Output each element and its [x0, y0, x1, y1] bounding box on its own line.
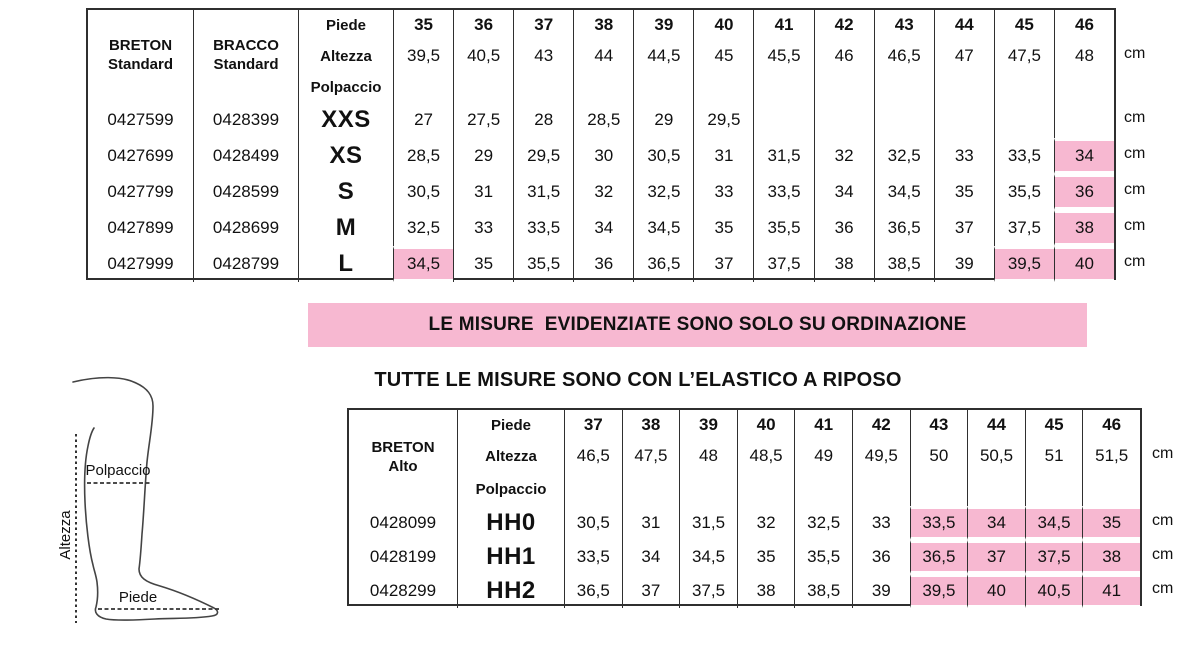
size-value: 35,5 — [994, 174, 1054, 210]
size-label: S — [298, 174, 393, 210]
size-value: 33,5 — [513, 210, 573, 246]
size-header: 39 — [679, 410, 737, 440]
article-code: 0427999 — [107, 254, 174, 273]
size-value: 39 — [934, 246, 994, 282]
size-value: 36 — [573, 246, 633, 282]
size-value: 34 — [622, 540, 680, 574]
spacer-cell — [1054, 72, 1114, 102]
article-code: 0427799 — [107, 182, 174, 201]
size-header: 41 — [753, 10, 813, 40]
size-value: 38 — [814, 246, 874, 282]
altezza-value: 50,5 — [967, 440, 1025, 472]
size-value-highlighted: 34,5 — [393, 246, 453, 282]
breton-standard-size-table — [86, 8, 1116, 280]
spacer-cell — [794, 472, 852, 506]
size-value: 32,5 — [794, 506, 852, 540]
measure-label: Altezza — [457, 440, 564, 472]
brand-bracco-standard-text: BRACCO — [213, 37, 279, 55]
altezza-value: 40,5 — [453, 40, 513, 72]
altezza-value: 46,5 — [874, 40, 934, 72]
size-header: 44 — [934, 10, 994, 40]
spacer-cell — [753, 72, 813, 102]
size-value-highlighted: 36 — [1054, 174, 1114, 210]
size-header: 44 — [967, 410, 1025, 440]
size-value: 35 — [934, 174, 994, 210]
size-value — [753, 102, 813, 138]
measure-label: Polpaccio — [298, 72, 393, 102]
size-value-highlighted: 41 — [1082, 574, 1140, 608]
size-value: 38,5 — [874, 246, 934, 282]
unit-label: cm — [1124, 109, 1146, 126]
brand-bracco-standard-text: Standard — [213, 56, 279, 73]
size-header: 37 — [564, 410, 622, 440]
altezza-value: 46 — [814, 40, 874, 72]
unit-label: cm — [1124, 181, 1146, 198]
brand-breton-standard-text: BRETON — [108, 37, 173, 55]
size-value: 32 — [814, 138, 874, 174]
size-header: 35 — [393, 10, 453, 40]
brand-breton-standard — [88, 10, 193, 102]
unit-label: cm — [1124, 253, 1146, 270]
size-value — [934, 102, 994, 138]
size-value: 34,5 — [679, 540, 737, 574]
size-value: 35 — [737, 540, 795, 574]
size-label: HH1 — [457, 540, 564, 574]
size-value: 28,5 — [393, 138, 453, 174]
spacer-cell — [814, 72, 874, 102]
altezza-value: 39,5 — [393, 40, 453, 72]
size-value: 31 — [693, 138, 753, 174]
size-value: 32,5 — [874, 138, 934, 174]
size-value: 38 — [737, 574, 795, 608]
size-header: 45 — [1025, 410, 1083, 440]
unit-label: cm — [1124, 217, 1146, 234]
size-value: 31,5 — [679, 506, 737, 540]
spacer-cell — [852, 472, 910, 506]
measure-label: Piede — [457, 410, 564, 440]
size-value: 31 — [453, 174, 513, 210]
size-value: 29 — [453, 138, 513, 174]
size-value: 30 — [573, 138, 633, 174]
size-label: HH0 — [457, 506, 564, 540]
article-code: 0427899 — [107, 218, 174, 237]
altezza-value: 45 — [693, 40, 753, 72]
size-value-highlighted: 37,5 — [1025, 540, 1083, 574]
size-value: 29 — [633, 102, 693, 138]
altezza-value: 49,5 — [852, 440, 910, 472]
unit-label: cm — [1124, 45, 1146, 62]
size-value: 34,5 — [874, 174, 934, 210]
size-header: 42 — [814, 10, 874, 40]
size-value: 37 — [693, 246, 753, 282]
size-header: 40 — [737, 410, 795, 440]
spacer-cell — [564, 472, 622, 506]
size-value: 28,5 — [573, 102, 633, 138]
altezza-value: 47,5 — [994, 40, 1054, 72]
size-header: 46 — [1082, 410, 1140, 440]
size-value: 31,5 — [513, 174, 573, 210]
unit-label: cm — [1124, 145, 1146, 162]
size-header: 43 — [910, 410, 968, 440]
article-code: 0428699 — [193, 210, 298, 246]
article-code: 0428599 — [193, 174, 298, 210]
size-header: 42 — [852, 410, 910, 440]
size-value: 29,5 — [513, 138, 573, 174]
leg-outline — [73, 378, 218, 621]
altezza-value: 45,5 — [753, 40, 813, 72]
altezza-value: 50 — [910, 440, 968, 472]
size-value: 28 — [513, 102, 573, 138]
article-code: 0428099 — [369, 513, 437, 532]
altezza-value: 51 — [1025, 440, 1083, 472]
size-value: 33 — [934, 138, 994, 174]
size-value: 36 — [814, 210, 874, 246]
size-value: 30,5 — [393, 174, 453, 210]
size-value-highlighted: 40 — [1054, 246, 1114, 282]
size-value: 37 — [622, 574, 680, 608]
size-value: 36,5 — [564, 574, 622, 608]
size-value-highlighted: 39,5 — [910, 574, 968, 608]
measure-label: Piede — [298, 10, 393, 40]
unit-label: cm — [1152, 580, 1174, 597]
size-value — [814, 102, 874, 138]
measure-label: Altezza — [298, 40, 393, 72]
size-value: 35,5 — [513, 246, 573, 282]
size-value: 30,5 — [564, 506, 622, 540]
size-value: 27 — [393, 102, 453, 138]
size-value-highlighted: 38 — [1054, 210, 1114, 246]
size-value — [994, 102, 1054, 138]
size-value: 33 — [453, 210, 513, 246]
size-value: 37,5 — [753, 246, 813, 282]
spacer-cell — [453, 72, 513, 102]
size-value: 31 — [622, 506, 680, 540]
size-value: 31,5 — [753, 138, 813, 174]
size-value-highlighted: 34 — [1054, 138, 1114, 174]
altezza-value: 43 — [513, 40, 573, 72]
size-header: 37 — [513, 10, 573, 40]
size-value: 35,5 — [794, 540, 852, 574]
brand-breton-standard-text: Standard — [107, 56, 173, 73]
breton-alto-size-table — [347, 408, 1142, 606]
brand-breton-alto-text: Alto — [388, 458, 418, 475]
spacer-cell — [679, 472, 737, 506]
article-code: 0427599 — [107, 110, 174, 129]
spacer-cell — [1025, 472, 1083, 506]
size-value — [1054, 102, 1114, 138]
size-value: 32 — [737, 506, 795, 540]
size-value: 37 — [934, 210, 994, 246]
unit-label: cm — [1152, 445, 1174, 462]
size-value: 27,5 — [453, 102, 513, 138]
spacer-cell — [994, 72, 1054, 102]
size-header: 38 — [573, 10, 633, 40]
size-value-highlighted: 34,5 — [1025, 506, 1083, 540]
size-value: 33,5 — [564, 540, 622, 574]
size-header: 38 — [622, 410, 680, 440]
size-header: 39 — [633, 10, 693, 40]
spacer-cell — [393, 72, 453, 102]
spacer-cell — [1082, 472, 1140, 506]
size-value: 32 — [573, 174, 633, 210]
size-value-highlighted: 38 — [1082, 540, 1140, 574]
spacer-cell — [573, 72, 633, 102]
article-code: 0428799 — [193, 246, 298, 282]
size-value: 37,5 — [994, 210, 1054, 246]
piede-label: Piede — [118, 589, 158, 606]
size-value: 32,5 — [393, 210, 453, 246]
polpaccio-label: Polpaccio — [85, 462, 151, 479]
size-value: 35 — [693, 210, 753, 246]
size-label: L — [298, 246, 393, 282]
size-value: 35,5 — [753, 210, 813, 246]
brand-breton-alto-text: BRETON — [371, 439, 435, 457]
spacer-cell — [910, 472, 968, 506]
size-value: 33 — [852, 506, 910, 540]
spacer-cell — [934, 72, 994, 102]
measure-label: Polpaccio — [457, 472, 564, 506]
spacer-cell — [967, 472, 1025, 506]
size-header: 46 — [1054, 10, 1114, 40]
unit-label: cm — [1152, 512, 1174, 529]
altezza-value: 48,5 — [737, 440, 795, 472]
altezza-value: 47,5 — [622, 440, 680, 472]
spacer-cell — [622, 472, 680, 506]
altezza-label: Altezza — [57, 510, 74, 560]
size-value — [874, 102, 934, 138]
article-code: 0428399 — [193, 102, 298, 138]
altezza-value: 51,5 — [1082, 440, 1140, 472]
size-value-highlighted: 35 — [1082, 506, 1140, 540]
article-code: 0428299 — [369, 581, 437, 600]
spacer-cell — [737, 472, 795, 506]
spacer-cell — [633, 72, 693, 102]
size-value: 36 — [852, 540, 910, 574]
size-value-highlighted: 40 — [967, 574, 1025, 608]
altezza-value: 48 — [1054, 40, 1114, 72]
altezza-value: 49 — [794, 440, 852, 472]
size-value-highlighted: 33,5 — [910, 506, 968, 540]
size-value-highlighted: 40,5 — [1025, 574, 1083, 608]
size-value: 33,5 — [753, 174, 813, 210]
spacer-cell — [693, 72, 753, 102]
size-value: 32,5 — [633, 174, 693, 210]
size-value: 37,5 — [679, 574, 737, 608]
size-label: M — [298, 210, 393, 246]
unit-label: cm — [1152, 546, 1174, 563]
article-code: 0428199 — [369, 547, 437, 566]
size-header: 41 — [794, 410, 852, 440]
size-label: XXS — [298, 102, 393, 138]
brand-breton-alto — [349, 410, 457, 506]
size-value: 38,5 — [794, 574, 852, 608]
size-value: 34,5 — [633, 210, 693, 246]
size-header: 45 — [994, 10, 1054, 40]
spacer-cell — [874, 72, 934, 102]
size-header: 40 — [693, 10, 753, 40]
size-value: 30,5 — [633, 138, 693, 174]
highlighted-sizes-notice-banner: LE MISURE EVIDENZIATE SONO SOLO SU ORDINAZIONE — [308, 303, 1087, 347]
size-value-highlighted: 36,5 — [910, 540, 968, 574]
size-label: XS — [298, 138, 393, 174]
altezza-value: 47 — [934, 40, 994, 72]
altezza-value: 48 — [679, 440, 737, 472]
size-label: HH2 — [457, 574, 564, 608]
size-value: 39 — [852, 574, 910, 608]
elastic-note-text: TUTTE LE MISURE SONO CON L’ELASTICO A RIPOSO — [374, 369, 902, 391]
size-value: 34 — [814, 174, 874, 210]
altezza-value: 44 — [573, 40, 633, 72]
size-header: 43 — [874, 10, 934, 40]
altezza-value: 44,5 — [633, 40, 693, 72]
brand-bracco-standard — [193, 10, 298, 102]
article-code: 0427699 — [107, 146, 174, 165]
altezza-value: 46,5 — [564, 440, 622, 472]
size-value: 34 — [573, 210, 633, 246]
spacer-cell — [513, 72, 573, 102]
size-value: 36,5 — [633, 246, 693, 282]
size-value-highlighted: 37 — [967, 540, 1025, 574]
article-code: 0428499 — [193, 138, 298, 174]
size-value: 33 — [693, 174, 753, 210]
size-value: 29,5 — [693, 102, 753, 138]
size-value-highlighted: 39,5 — [994, 246, 1054, 282]
size-value: 36,5 — [874, 210, 934, 246]
size-value-highlighted: 34 — [967, 506, 1025, 540]
leg-measurement-diagram — [50, 362, 230, 642]
size-header: 36 — [453, 10, 513, 40]
size-value: 33,5 — [994, 138, 1054, 174]
size-value: 35 — [453, 246, 513, 282]
